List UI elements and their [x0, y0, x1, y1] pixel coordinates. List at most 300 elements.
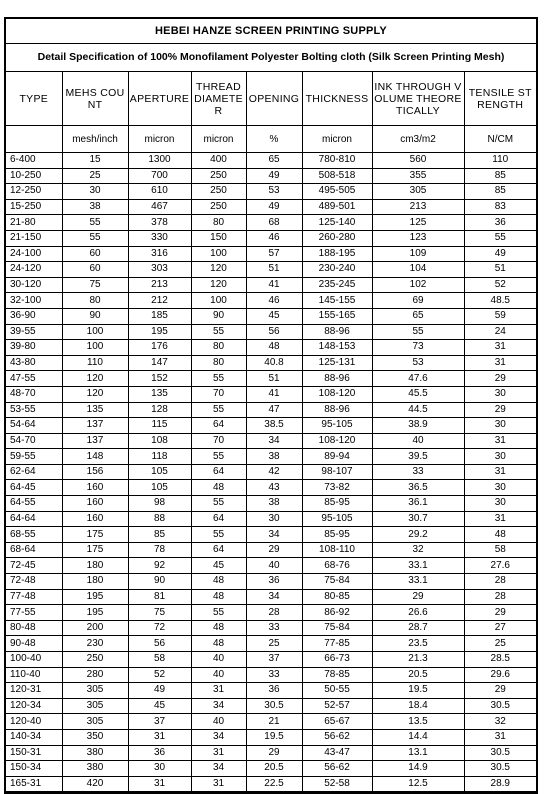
table-cell: 90-48: [6, 636, 62, 652]
table-row: [6, 262, 536, 278]
table-cell: 85-95: [302, 527, 372, 543]
table-row: [6, 246, 536, 262]
table-cell: 31: [128, 729, 191, 745]
table-cell: 125: [372, 215, 464, 231]
unit-cell: micron: [128, 126, 191, 153]
table-cell: 100: [62, 340, 128, 356]
table-cell: 44.5: [372, 402, 464, 418]
table-cell: 41: [246, 386, 302, 402]
table-cell: 29: [246, 745, 302, 761]
table-cell: 46: [246, 293, 302, 309]
table-cell: 250: [191, 168, 246, 184]
table-cell: 68-64: [6, 542, 62, 558]
table-cell: 303: [128, 262, 191, 278]
document-title: HEBEI HANZE SCREEN PRINTING SUPPLY: [6, 19, 536, 44]
table-cell: 54-64: [6, 418, 62, 434]
table-cell: 14.4: [372, 729, 464, 745]
table-cell: 31: [464, 433, 536, 449]
table-row: [6, 230, 536, 246]
table-cell: 55: [191, 527, 246, 543]
table-cell: 378: [128, 215, 191, 231]
table-row: [6, 776, 536, 792]
table-cell: 38.9: [372, 418, 464, 434]
table-cell: 15: [62, 153, 128, 169]
table-cell: 110: [62, 355, 128, 371]
table-cell: 55: [191, 605, 246, 621]
table-cell: 88: [128, 511, 191, 527]
table-cell: 100: [62, 324, 128, 340]
table-cell: 176: [128, 340, 191, 356]
table-cell: 45: [128, 698, 191, 714]
table-cell: 85: [464, 184, 536, 200]
table-row: [6, 355, 536, 371]
table-cell: 75-84: [302, 574, 372, 590]
table-cell: 30.5: [464, 698, 536, 714]
table-row: [6, 480, 536, 496]
table-cell: 24: [464, 324, 536, 340]
table-cell: 24-120: [6, 262, 62, 278]
table-cell: 89-94: [302, 449, 372, 465]
table-cell: 25: [246, 636, 302, 652]
header-row: [6, 72, 536, 126]
table-cell: 29: [372, 589, 464, 605]
table-cell: 108-110: [302, 542, 372, 558]
table-cell: 6-400: [6, 153, 62, 169]
table-cell: 68-55: [6, 527, 62, 543]
table-cell: 120-40: [6, 714, 62, 730]
table-cell: 165-31: [6, 776, 62, 792]
column-header: TENSILE STRENGTH: [464, 72, 536, 126]
table-cell: 48: [246, 340, 302, 356]
table-cell: 115: [128, 418, 191, 434]
table-cell: 19.5: [372, 683, 464, 699]
table-cell: 56: [128, 636, 191, 652]
table-cell: 212: [128, 293, 191, 309]
table-cell: 30: [464, 480, 536, 496]
unit-cell: cm3/m2: [372, 126, 464, 153]
table-cell: 64: [191, 464, 246, 480]
table-cell: 104: [372, 262, 464, 278]
table-cell: 47.6: [372, 371, 464, 387]
table-cell: 260-280: [302, 230, 372, 246]
table-cell: 28.9: [464, 776, 536, 792]
table-cell: 21: [246, 714, 302, 730]
table-cell: 34: [246, 527, 302, 543]
table-cell: 48: [191, 480, 246, 496]
table-cell: 120: [62, 371, 128, 387]
table-row: [6, 620, 536, 636]
table-cell: 31: [128, 776, 191, 792]
table-cell: 152: [128, 371, 191, 387]
table-row: [6, 745, 536, 761]
table-cell: 700: [128, 168, 191, 184]
table-cell: 49: [246, 199, 302, 215]
table-cell: 135: [128, 386, 191, 402]
table-cell: 400: [191, 153, 246, 169]
table-cell: 147: [128, 355, 191, 371]
table-cell: 15-250: [6, 199, 62, 215]
table-cell: 30.5: [464, 761, 536, 777]
table-cell: 14.9: [372, 761, 464, 777]
table-cell: 29: [464, 402, 536, 418]
table-cell: 36: [246, 574, 302, 590]
table-cell: 13.1: [372, 745, 464, 761]
table-cell: 34: [191, 698, 246, 714]
table-cell: 12.5: [372, 776, 464, 792]
table-cell: 30: [62, 184, 128, 200]
unit-cell: N/CM: [464, 126, 536, 153]
table-cell: 55: [464, 230, 536, 246]
table-cell: 55: [62, 230, 128, 246]
table-cell: 98-107: [302, 464, 372, 480]
table-cell: 92: [128, 558, 191, 574]
table-cell: 37: [246, 652, 302, 668]
table-cell: 30-120: [6, 277, 62, 293]
table-cell: 31: [191, 776, 246, 792]
table-cell: 280: [62, 667, 128, 683]
table-cell: 73: [372, 340, 464, 356]
table-cell: 120: [191, 277, 246, 293]
table-cell: 64: [191, 542, 246, 558]
table-cell: 12-250: [6, 184, 62, 200]
table-cell: 78: [128, 542, 191, 558]
table-cell: 45.5: [372, 386, 464, 402]
table-cell: 32-100: [6, 293, 62, 309]
table-cell: 51: [246, 262, 302, 278]
table-cell: 77-55: [6, 605, 62, 621]
table-cell: 25: [464, 636, 536, 652]
table-cell: 25: [62, 168, 128, 184]
table-cell: 160: [62, 480, 128, 496]
table-cell: 10-250: [6, 168, 62, 184]
table-cell: 213: [128, 277, 191, 293]
table-cell: 36.5: [372, 480, 464, 496]
table-cell: 120: [62, 386, 128, 402]
table-cell: 30.7: [372, 511, 464, 527]
table-cell: 128: [128, 402, 191, 418]
table-cell: 60: [62, 262, 128, 278]
table-cell: 28: [464, 589, 536, 605]
table-cell: 66-73: [302, 652, 372, 668]
table-cell: 90: [191, 308, 246, 324]
table-row: [6, 386, 536, 402]
table-cell: 140-34: [6, 729, 62, 745]
table-cell: 316: [128, 246, 191, 262]
table-cell: 195: [62, 605, 128, 621]
table-cell: 60: [62, 246, 128, 262]
table-cell: 31: [191, 745, 246, 761]
table-row: [6, 667, 536, 683]
table-cell: 36.1: [372, 496, 464, 512]
table-cell: 85-95: [302, 496, 372, 512]
table-cell: 18.4: [372, 698, 464, 714]
table-cell: 250: [191, 184, 246, 200]
table-row: [6, 340, 536, 356]
table-cell: 64: [191, 418, 246, 434]
table-cell: 49: [128, 683, 191, 699]
table-cell: 43-47: [302, 745, 372, 761]
table-cell: 31: [191, 683, 246, 699]
table-row: [6, 558, 536, 574]
table-cell: 36: [128, 745, 191, 761]
table-cell: 70: [191, 386, 246, 402]
table-cell: 305: [62, 714, 128, 730]
table-cell: 30: [464, 418, 536, 434]
table-cell: 120-34: [6, 698, 62, 714]
table-row: [6, 527, 536, 543]
table-cell: 65: [246, 153, 302, 169]
table-cell: 355: [372, 168, 464, 184]
table-cell: 30.5: [464, 745, 536, 761]
table-cell: 51: [464, 262, 536, 278]
table-cell: 88-96: [302, 371, 372, 387]
unit-cell: %: [246, 126, 302, 153]
table-cell: 48: [191, 574, 246, 590]
spec-table: [6, 72, 536, 792]
table-row: [6, 605, 536, 621]
table-cell: 22.5: [246, 776, 302, 792]
table-cell: 30: [128, 761, 191, 777]
table-cell: 58: [464, 542, 536, 558]
table-cell: 80: [62, 293, 128, 309]
table-cell: 64-45: [6, 480, 62, 496]
table-cell: 55: [191, 402, 246, 418]
table-row: [6, 464, 536, 480]
table-cell: 75: [62, 277, 128, 293]
table-cell: 28: [246, 605, 302, 621]
unit-cell: micron: [302, 126, 372, 153]
table-cell: 46: [246, 230, 302, 246]
table-cell: 120-31: [6, 683, 62, 699]
table-cell: 30: [464, 496, 536, 512]
table-cell: 1300: [128, 153, 191, 169]
column-header: TYPE: [6, 72, 62, 126]
table-cell: 330: [128, 230, 191, 246]
table-cell: 160: [62, 496, 128, 512]
table-cell: 495-505: [302, 184, 372, 200]
spec-table-body: [6, 72, 536, 792]
table-cell: 26.6: [372, 605, 464, 621]
table-cell: 48: [464, 527, 536, 543]
column-header: APERTURE: [128, 72, 191, 126]
table-cell: 250: [191, 199, 246, 215]
table-cell: 36: [464, 215, 536, 231]
table-cell: 150-31: [6, 745, 62, 761]
table-cell: 305: [62, 683, 128, 699]
table-cell: 38.5: [246, 418, 302, 434]
table-cell: 64: [191, 511, 246, 527]
table-cell: 30: [464, 386, 536, 402]
table-cell: 34: [246, 433, 302, 449]
table-row: [6, 215, 536, 231]
table-cell: 19.5: [246, 729, 302, 745]
table-cell: 21.3: [372, 652, 464, 668]
table-cell: 78-85: [302, 667, 372, 683]
table-cell: 37: [128, 714, 191, 730]
table-cell: 40: [191, 667, 246, 683]
table-row: [6, 729, 536, 745]
table-cell: 49: [464, 246, 536, 262]
table-cell: 80: [191, 355, 246, 371]
table-cell: 39.5: [372, 449, 464, 465]
table-cell: 305: [372, 184, 464, 200]
table-cell: 85: [464, 168, 536, 184]
table-cell: 73-82: [302, 480, 372, 496]
table-cell: 137: [62, 418, 128, 434]
table-cell: 40.8: [246, 355, 302, 371]
table-cell: 51: [246, 371, 302, 387]
table-row: [6, 683, 536, 699]
table-cell: 350: [62, 729, 128, 745]
table-cell: 40: [246, 558, 302, 574]
table-cell: 68: [246, 215, 302, 231]
table-cell: 145-155: [302, 293, 372, 309]
table-cell: 33: [246, 667, 302, 683]
table-cell: 185: [128, 308, 191, 324]
table-cell: 489-501: [302, 199, 372, 215]
table-cell: 72-45: [6, 558, 62, 574]
table-cell: 213: [372, 199, 464, 215]
table-cell: 59: [464, 308, 536, 324]
table-cell: 23.5: [372, 636, 464, 652]
table-cell: 64-64: [6, 511, 62, 527]
table-row: [6, 714, 536, 730]
table-cell: 155-165: [302, 308, 372, 324]
table-cell: 29.6: [464, 667, 536, 683]
table-cell: 72-48: [6, 574, 62, 590]
table-row: [6, 636, 536, 652]
table-cell: 135: [62, 402, 128, 418]
table-cell: 38: [246, 496, 302, 512]
table-row: [6, 574, 536, 590]
table-row: [6, 761, 536, 777]
table-cell: 160: [62, 511, 128, 527]
table-row: [6, 184, 536, 200]
table-cell: 88-96: [302, 402, 372, 418]
table-cell: 54-70: [6, 433, 62, 449]
table-cell: 150: [191, 230, 246, 246]
table-cell: 56-62: [302, 729, 372, 745]
table-cell: 95-105: [302, 511, 372, 527]
column-header: THREAD DIAMETER: [191, 72, 246, 126]
table-cell: 43: [246, 480, 302, 496]
table-cell: 30.5: [246, 698, 302, 714]
table-cell: 28: [464, 574, 536, 590]
table-cell: 195: [62, 589, 128, 605]
table-cell: 36: [246, 683, 302, 699]
table-cell: 80: [191, 340, 246, 356]
table-cell: 36-90: [6, 308, 62, 324]
table-cell: 33.1: [372, 558, 464, 574]
table-row: [6, 293, 536, 309]
table-cell: 27: [464, 620, 536, 636]
table-cell: 380: [62, 761, 128, 777]
table-cell: 40: [191, 714, 246, 730]
table-cell: 77-48: [6, 589, 62, 605]
table-row: [6, 371, 536, 387]
table-cell: 156: [62, 464, 128, 480]
table-cell: 108: [128, 433, 191, 449]
table-cell: 58: [128, 652, 191, 668]
table-cell: 137: [62, 433, 128, 449]
table-cell: 180: [62, 574, 128, 590]
table-cell: 467: [128, 199, 191, 215]
table-cell: 24-100: [6, 246, 62, 262]
table-cell: 29: [246, 542, 302, 558]
table-cell: 105: [128, 464, 191, 480]
table-cell: 55: [62, 215, 128, 231]
table-row: [6, 418, 536, 434]
table-row: [6, 511, 536, 527]
table-row: [6, 168, 536, 184]
table-cell: 49: [246, 168, 302, 184]
table-cell: 52-58: [302, 776, 372, 792]
table-cell: 65-67: [302, 714, 372, 730]
table-cell: 29: [464, 683, 536, 699]
table-cell: 780-810: [302, 153, 372, 169]
table-cell: 28.7: [372, 620, 464, 636]
table-cell: 45: [191, 558, 246, 574]
table-cell: 56: [246, 324, 302, 340]
table-cell: 50-55: [302, 683, 372, 699]
table-cell: 34: [191, 761, 246, 777]
table-cell: 90: [128, 574, 191, 590]
table-cell: 31: [464, 729, 536, 745]
table-cell: 27.6: [464, 558, 536, 574]
table-cell: 28.5: [464, 652, 536, 668]
table-cell: 55: [191, 496, 246, 512]
table-cell: 31: [464, 464, 536, 480]
table-cell: 83: [464, 199, 536, 215]
table-cell: 123: [372, 230, 464, 246]
table-cell: 29.2: [372, 527, 464, 543]
table-cell: 610: [128, 184, 191, 200]
table-cell: 75-84: [302, 620, 372, 636]
table-cell: 70: [191, 433, 246, 449]
column-header: INK THROUGH VOLUME THEORETICALLY: [372, 72, 464, 126]
table-row: [6, 199, 536, 215]
column-header: MEHS COUNT: [62, 72, 128, 126]
table-cell: 47-55: [6, 371, 62, 387]
table-cell: 64-55: [6, 496, 62, 512]
table-cell: 81: [128, 589, 191, 605]
table-cell: 34: [246, 589, 302, 605]
table-cell: 230-240: [302, 262, 372, 278]
table-cell: 32: [464, 714, 536, 730]
table-cell: 195: [128, 324, 191, 340]
table-cell: 31: [464, 511, 536, 527]
table-cell: 69: [372, 293, 464, 309]
table-cell: 235-245: [302, 277, 372, 293]
table-cell: 33.1: [372, 574, 464, 590]
table-cell: 53-55: [6, 402, 62, 418]
column-header: THICKNESS: [302, 72, 372, 126]
table-row: [6, 449, 536, 465]
unit-cell: [6, 126, 62, 153]
table-cell: 48: [191, 620, 246, 636]
table-cell: 75: [128, 605, 191, 621]
table-cell: 33: [372, 464, 464, 480]
table-cell: 55: [372, 324, 464, 340]
table-cell: 125-140: [302, 215, 372, 231]
table-cell: 102: [372, 277, 464, 293]
table-cell: 53: [372, 355, 464, 371]
table-cell: 41: [246, 277, 302, 293]
table-cell: 42: [246, 464, 302, 480]
table-cell: 13.5: [372, 714, 464, 730]
table-cell: 55: [191, 449, 246, 465]
table-cell: 53: [246, 184, 302, 200]
